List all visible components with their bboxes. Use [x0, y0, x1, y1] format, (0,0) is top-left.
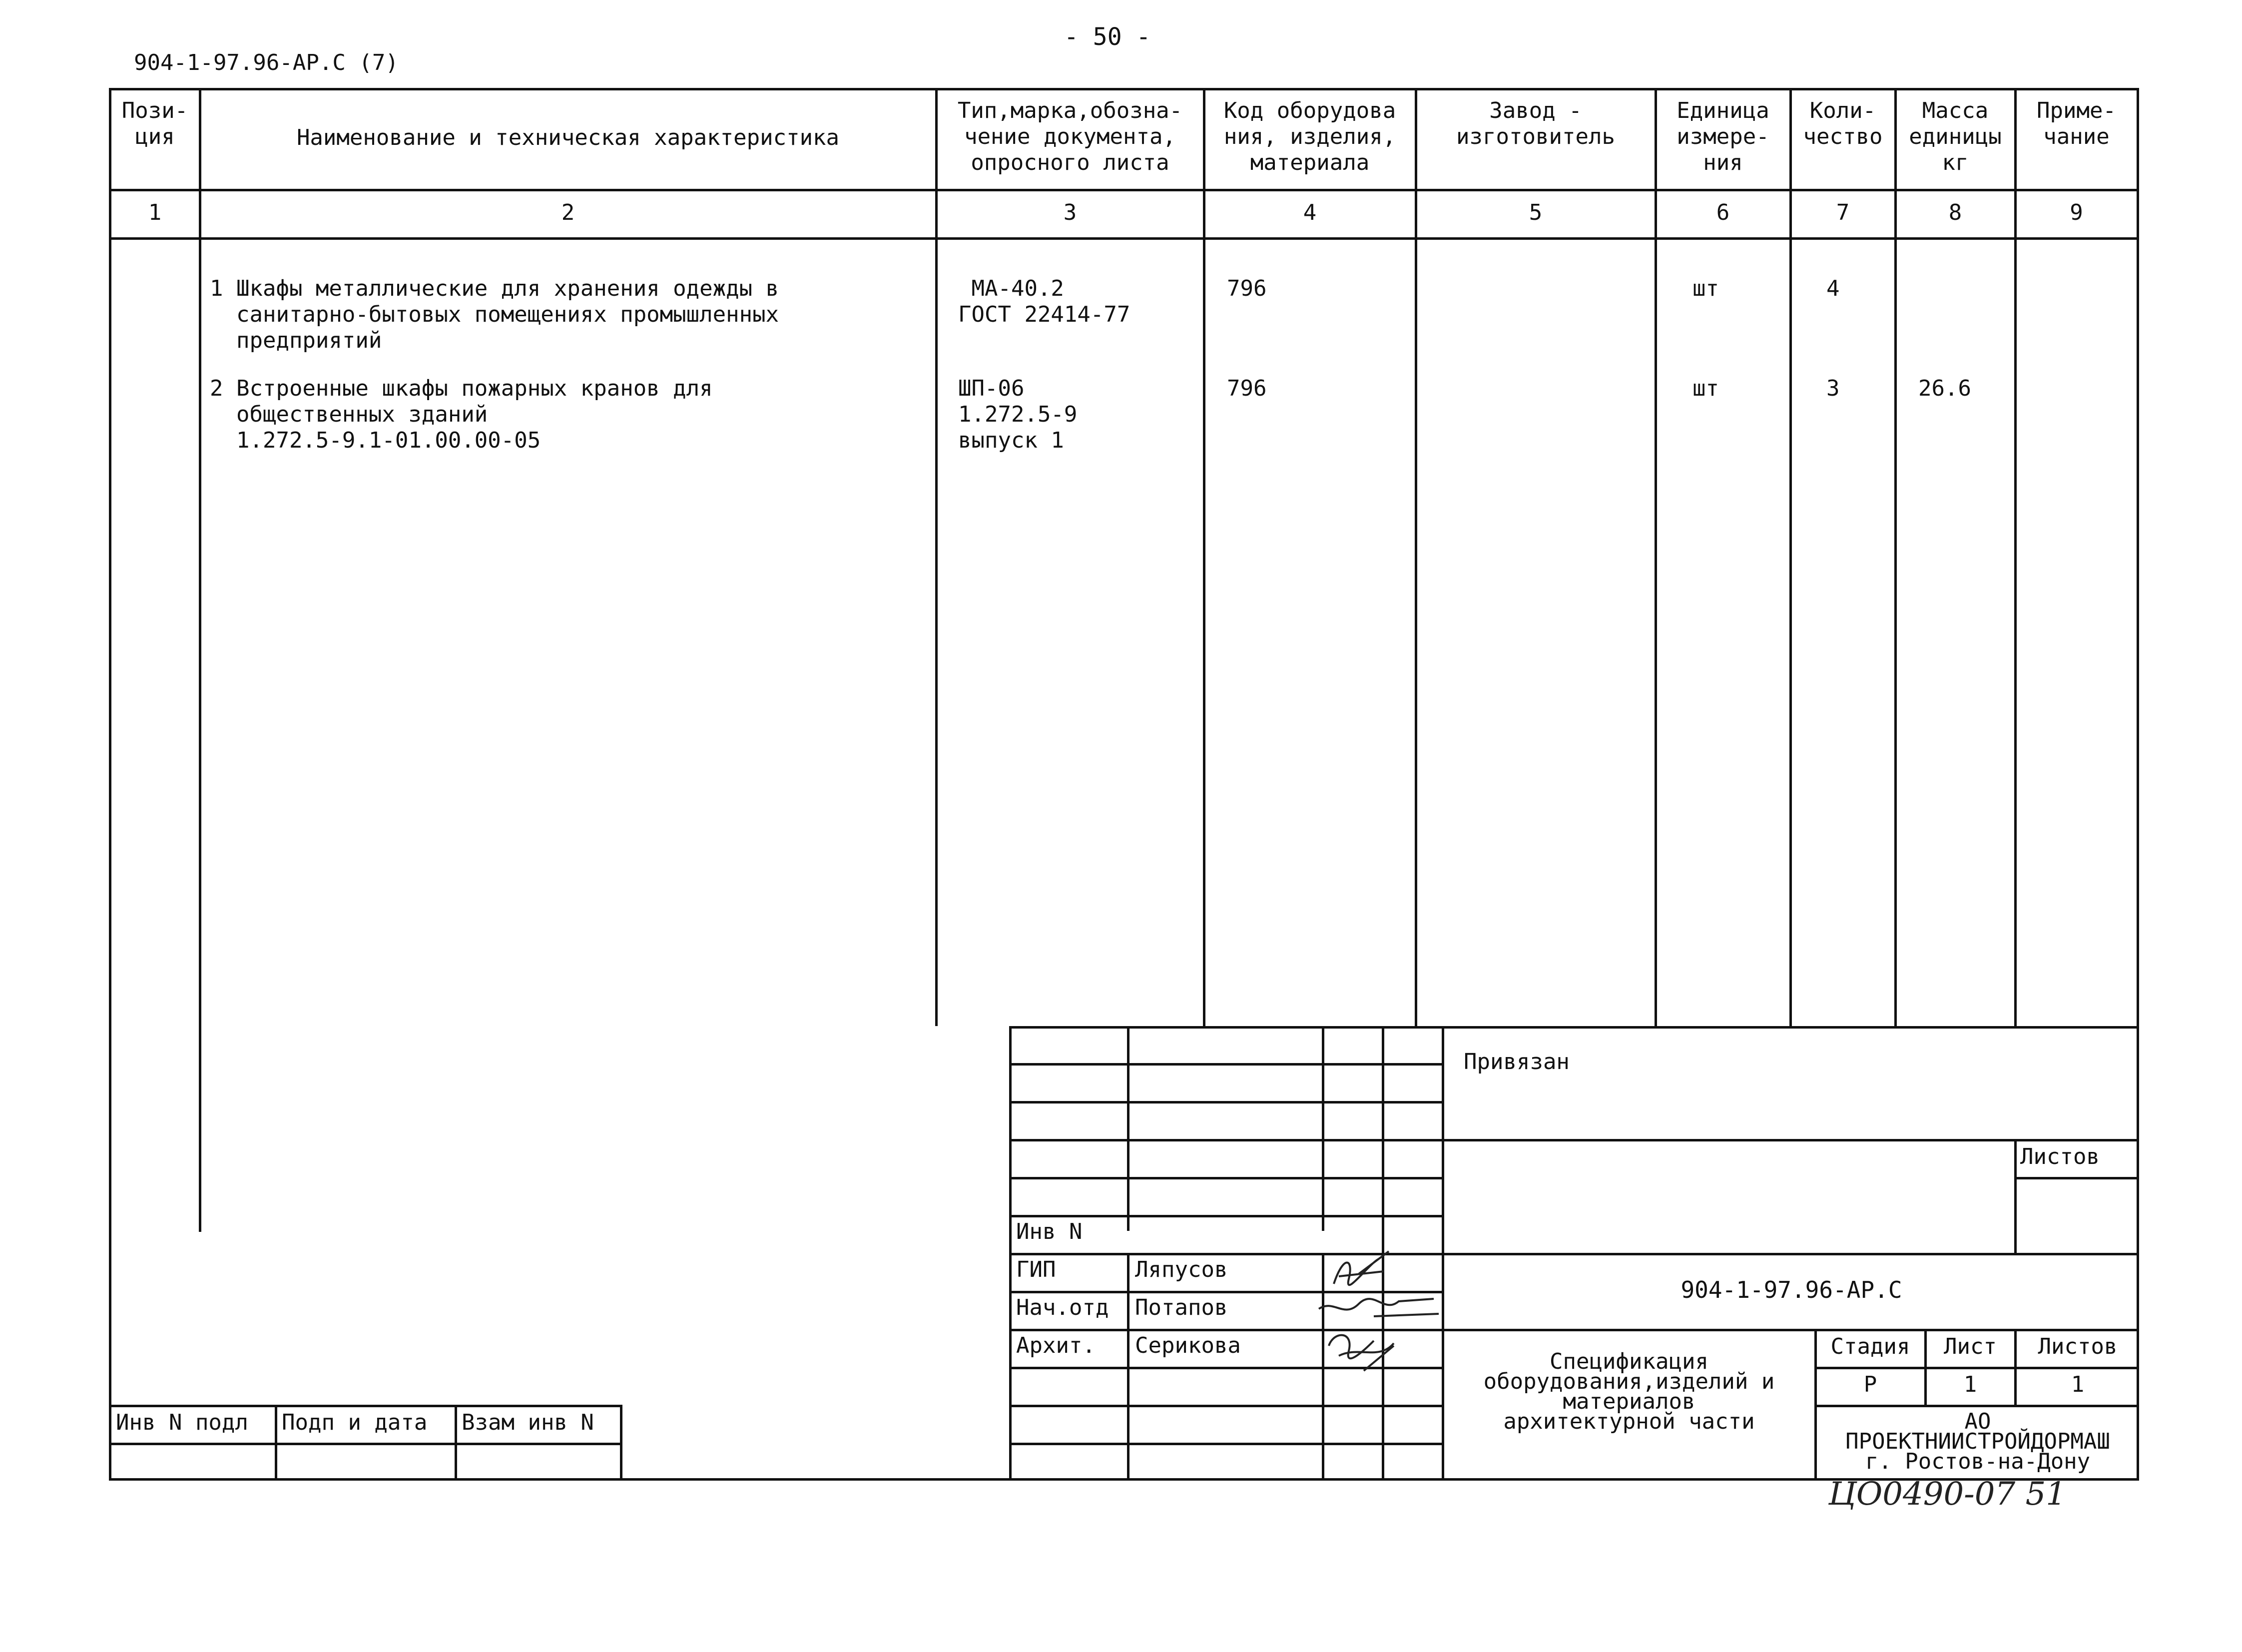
signature-gip	[1324, 1249, 1399, 1294]
col-number-8: 8	[1948, 200, 1962, 225]
organization: АО ПРОЕКТНИИСТРОЙДОРМАШ г. Ростов-на-Дону	[1845, 1409, 2110, 1474]
sheet-value: 1	[1963, 1372, 1977, 1397]
header-note: Приме- чание	[2037, 98, 2116, 149]
col-number-5: 5	[1529, 200, 1543, 225]
handwritten-archive-number: ЦО0490-07 51	[1828, 1476, 2066, 1513]
row-2-type: ШП-06 1.272.5-9 выпуск 1	[958, 376, 1078, 453]
name-gip: Ляпусов	[1135, 1257, 1228, 1282]
row-1-code: 796	[1227, 276, 1267, 301]
header-manufacturer: Завод - изготовитель	[1456, 98, 1615, 149]
signature-architect	[1319, 1326, 1399, 1376]
name-head-department: Потапов	[1135, 1295, 1228, 1320]
name-architect: Серикова	[1135, 1333, 1241, 1358]
sheets-value: 1	[2071, 1372, 2085, 1397]
sheet-label: Лист	[1944, 1334, 1997, 1359]
sheets-label: Листов	[2038, 1334, 2118, 1359]
row-2-code: 796	[1227, 376, 1267, 401]
inv-original-label: Инв N подл	[116, 1410, 248, 1435]
role-gip: ГИП	[1016, 1257, 1056, 1282]
col-number-6: 6	[1716, 200, 1730, 225]
header-quantity: Коли- чество	[1803, 98, 1883, 149]
row-1-qty: 4	[1826, 276, 1840, 301]
row-1-unit: шт	[1692, 276, 1719, 301]
header-name: Наименование и техническая характеристика	[296, 125, 840, 150]
row-1-type: МА-40.2 ГОСТ 22414-77	[958, 276, 1130, 327]
row-2-unit: шт	[1692, 376, 1719, 401]
document-code-top: 904-1-97.96-АР.С (7)	[134, 50, 399, 75]
stamp-title: Спецификация оборудования,изделий и материалов архитектурной части	[1483, 1349, 1775, 1434]
row-2-name: 2 Встроенные шкафы пожарных кранов для общественных зданий 1.272.5-9.1-01.00.00-05	[210, 376, 713, 453]
inventory-number-label: Инв N	[1016, 1219, 1083, 1244]
col-number-3: 3	[1063, 200, 1077, 225]
col-number-1: 1	[148, 200, 162, 225]
header-position: Пози- ция	[121, 98, 188, 149]
header-unit: Единица измере- ния	[1677, 98, 1769, 175]
header-mass: Масса единицы кг	[1909, 98, 2002, 175]
col-number-7: 7	[1836, 200, 1850, 225]
signature-head-department	[1314, 1289, 1444, 1329]
row-2-qty: 3	[1826, 376, 1840, 401]
sheets-label-top: Листов	[2020, 1144, 2100, 1169]
row-1-name: 1 Шкафы металлические для хранения одежды в санитарно-бытовых помещениях промышленных предприятий	[210, 276, 779, 353]
stage-value: Р	[1863, 1372, 1877, 1397]
role-head-department: Нач.отд	[1016, 1295, 1109, 1320]
col-number-9: 9	[2070, 200, 2083, 225]
header-code: Код оборудова ния, изделия, материала	[1223, 98, 1396, 175]
stage-label: Стадия	[1830, 1334, 1910, 1359]
row-2-mass: 26.6	[1918, 376, 1971, 401]
sign-date-label: Подп и дата	[282, 1410, 428, 1435]
page-number: - 50 -	[1064, 23, 1151, 51]
stamp-document-code: 904-1-97.96-АР.С	[1681, 1276, 1902, 1303]
replace-inv-label: Взам инв N	[462, 1410, 594, 1435]
col-number-4: 4	[1303, 200, 1317, 225]
privyazan-label: Привязан	[1464, 1049, 1570, 1075]
col-number-2: 2	[561, 200, 575, 225]
header-type: Тип,марка,обозна- чение документа, опросного листа	[957, 98, 1183, 175]
role-architect: Архит.	[1016, 1333, 1096, 1358]
